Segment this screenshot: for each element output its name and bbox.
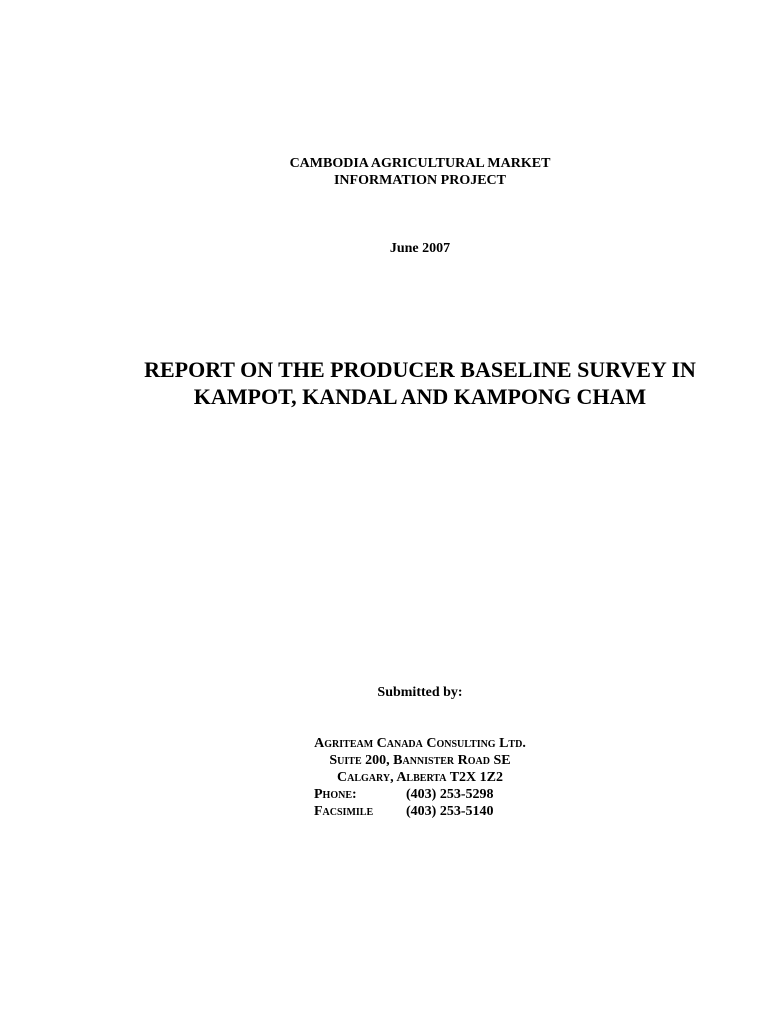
- city-address: Calgary, Alberta T2X 1Z2: [337, 770, 503, 785]
- report-title-line-2: KAMPOT, KANDAL AND KAMPONG CHAM: [193, 384, 647, 409]
- company-name: Agriteam Canada Consulting Ltd.: [314, 736, 526, 751]
- project-title-line-2: INFORMATION PROJECT: [333, 173, 507, 188]
- fax-number: (403) 253-5140: [406, 804, 494, 819]
- phone-row: [314, 786, 514, 803]
- phone-label: Phone:: [314, 787, 357, 802]
- fax-row: [314, 803, 514, 820]
- project-title: [0, 155, 770, 189]
- report-date: June 2007: [389, 241, 451, 256]
- report-title: [0, 356, 770, 410]
- submitted-by-label: Submitted by:: [377, 685, 463, 700]
- phone-number: (403) 253-5298: [406, 787, 494, 802]
- street-address: Suite 200, Bannister Road SE: [329, 753, 511, 768]
- submitter-address: [0, 735, 770, 820]
- report-title-line-1: REPORT ON THE PRODUCER BASELINE SURVEY IN: [144, 357, 696, 382]
- fax-label: Facsimile: [314, 804, 374, 819]
- project-title-line-1: CAMBODIA AGRICULTURAL MARKET: [289, 156, 551, 171]
